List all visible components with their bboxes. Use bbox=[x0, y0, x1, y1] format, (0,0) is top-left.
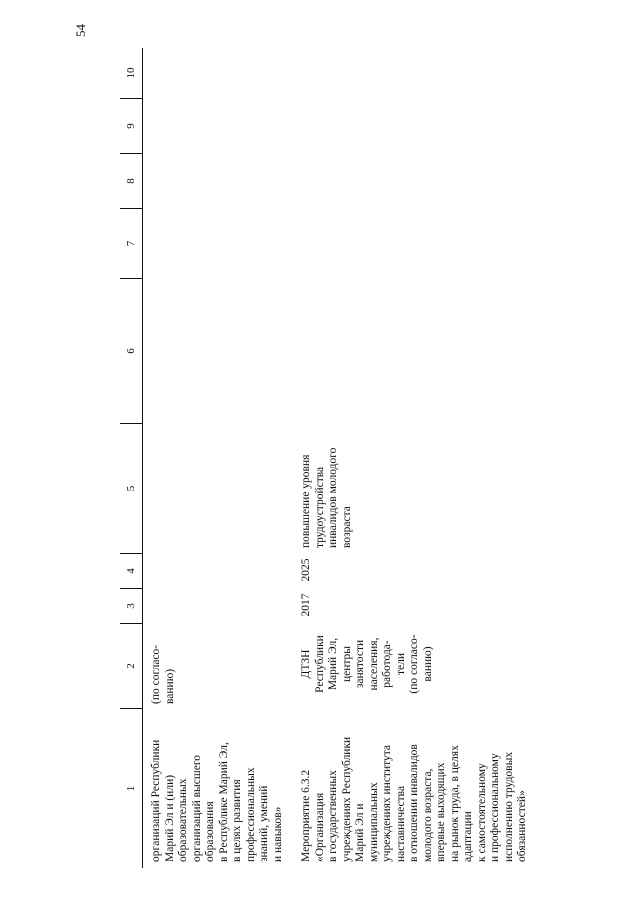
header-col-4: 4 bbox=[120, 553, 142, 588]
header-col-10: 10 bbox=[125, 67, 137, 79]
header-col-6: 6 bbox=[120, 278, 142, 423]
row-2-col-2: ДТЗН Республики Марий Эл, центры занятости населения, работода- тели (по согласо- ванию) bbox=[300, 634, 434, 694]
header-col-1: 1 bbox=[120, 708, 142, 868]
header-col-2: 2 bbox=[120, 623, 142, 708]
table-header-row bbox=[120, 48, 143, 868]
header-col-7: 7 bbox=[120, 208, 142, 278]
page-number: 54 bbox=[73, 24, 88, 37]
row-1-col-2: (по согласо- ванию) bbox=[150, 644, 176, 704]
row-2-col-5: повышение уровня трудоустройства инвалидов молодого возраста bbox=[300, 447, 353, 548]
header-col-9: 9 bbox=[120, 98, 142, 153]
rotated-table bbox=[120, 48, 540, 868]
header-col-3: 3 bbox=[120, 588, 142, 623]
row-2-col-3: 2017 bbox=[300, 593, 312, 617]
row-2-col-1: Мероприятие 6.3.2 «Организация в государственных учреждениях Республики Марий Эл и муниципальных учреждениях института наставничества в отношении инвалидов молодого возраста, впервые выходящих на рынок труда, в целях адаптации к самостоятельному и профессиональному исполнению трудовых обязанностей» bbox=[300, 736, 528, 862]
header-col-5: 5 bbox=[120, 423, 142, 553]
header-col-8: 8 bbox=[120, 153, 142, 208]
row-1-col-1: организаций Республики Марий Эл и (или) образовательных организаций высшего образования в Республике Марий Эл, в целях развития профессиональных знаний, умений и навыков» bbox=[150, 739, 284, 862]
row-2-col-4: 2025 bbox=[300, 558, 312, 582]
